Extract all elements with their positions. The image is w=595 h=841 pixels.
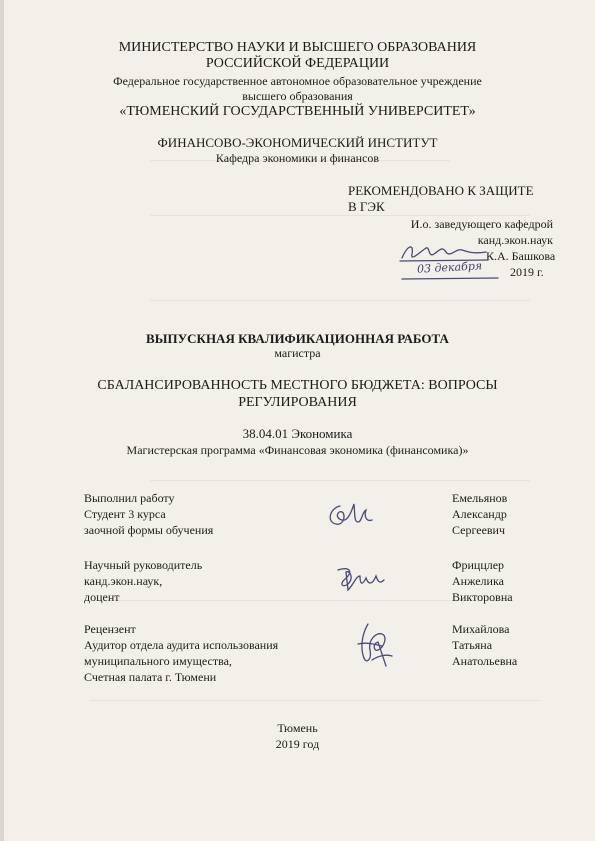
scan-edge-shadow bbox=[0, 0, 4, 841]
institute-name: ФИНАНСОВО-ЭКОНОМИЧЕСКИЙ ИНСТИТУТ bbox=[157, 135, 438, 150]
supervisor-signature bbox=[330, 562, 386, 594]
approval-role: И.о. заведующего кафедрой bbox=[410, 217, 553, 231]
reviewer-patronymic: Анатольевна bbox=[452, 654, 518, 668]
institution-line-1: Федеральное государственное автономное образовательное учреждение bbox=[113, 74, 482, 88]
reviewer-signature bbox=[348, 614, 406, 672]
work-title-line-1: СБАЛАНСИРОВАННОСТЬ МЕСТНОГО БЮДЖЕТА: ВОПРОСЫ bbox=[97, 378, 498, 393]
student-signature bbox=[318, 496, 378, 532]
supervisor-name: Анжелика bbox=[452, 574, 504, 588]
work-type: ВЫПУСКНАЯ КВАЛИФИКАЦИОННАЯ РАБОТА bbox=[146, 331, 449, 346]
student-label-3: заочной формы обучения bbox=[84, 523, 214, 537]
work-title-line-2: РЕГУЛИРОВАНИЯ bbox=[238, 395, 357, 410]
supervisor-label-2: канд.экон.наук, bbox=[84, 574, 163, 588]
bleed-through-line bbox=[150, 215, 530, 216]
bleed-through-line bbox=[150, 480, 530, 481]
date-underline bbox=[400, 276, 500, 282]
footer-year: 2019 год bbox=[275, 737, 320, 751]
approval-degree: канд.экон.наук bbox=[477, 233, 553, 247]
supervisor-patronymic: Викторовна bbox=[452, 590, 513, 604]
institution-line-2: высшего образования bbox=[242, 89, 353, 103]
reviewer-surname: Михайлова bbox=[452, 622, 510, 636]
approval-line-1: РЕКОМЕНДОВАНО К ЗАЩИТЕ bbox=[348, 183, 534, 198]
ministry-line-2: РОССИЙСКОЙ ФЕДЕРАЦИИ bbox=[205, 56, 390, 71]
footer-city: Тюмень bbox=[277, 721, 318, 735]
bleed-through-line bbox=[90, 700, 540, 701]
supervisor-label-1: Научный руководитель bbox=[84, 558, 203, 572]
reviewer-label-1: Рецензент bbox=[84, 622, 136, 636]
approval-name: К.А. Башкова bbox=[486, 249, 556, 263]
student-label-2: Студент 3 курса bbox=[84, 507, 166, 521]
specialty-code: 38.04.01 Экономика bbox=[242, 426, 353, 441]
approval-line-2: В ГЭК bbox=[348, 199, 385, 214]
student-label-1: Выполнил работу bbox=[84, 491, 175, 505]
approval-year: 2019 г. bbox=[510, 265, 544, 279]
reviewer-name: Татьяна bbox=[452, 638, 493, 652]
work-level: магистра bbox=[274, 346, 321, 360]
student-surname: Емельянов bbox=[452, 491, 508, 505]
bleed-through-line bbox=[110, 600, 510, 601]
supervisor-surname: Фриццлер bbox=[452, 558, 505, 572]
reviewer-label-3: муниципального имущества, bbox=[84, 654, 232, 668]
approval-date-handwritten: 03 декабря bbox=[416, 259, 483, 276]
department-name: Кафедра экономики и финансов bbox=[215, 151, 380, 165]
reviewer-label-2: Аудитор отдела аудита использования bbox=[84, 638, 279, 652]
student-patronymic: Сергеевич bbox=[452, 523, 506, 537]
master-program: Магистерская программа «Финансовая экономика (финансомика)» bbox=[126, 443, 469, 457]
student-name: Александр bbox=[452, 507, 507, 521]
reviewer-label-4: Счетная палата г. Тюмени bbox=[84, 670, 217, 684]
bleed-through-line bbox=[150, 300, 530, 301]
ministry-line-1: МИНИСТЕРСТВО НАУКИ И ВЫСШЕГО ОБРАЗОВАНИЯ bbox=[118, 40, 477, 55]
supervisor-label-3: доцент bbox=[84, 590, 120, 604]
university-name: «ТЮМЕНСКИЙ ГОСУДАРСТВЕННЫЙ УНИВЕРСИТЕТ» bbox=[119, 104, 476, 119]
